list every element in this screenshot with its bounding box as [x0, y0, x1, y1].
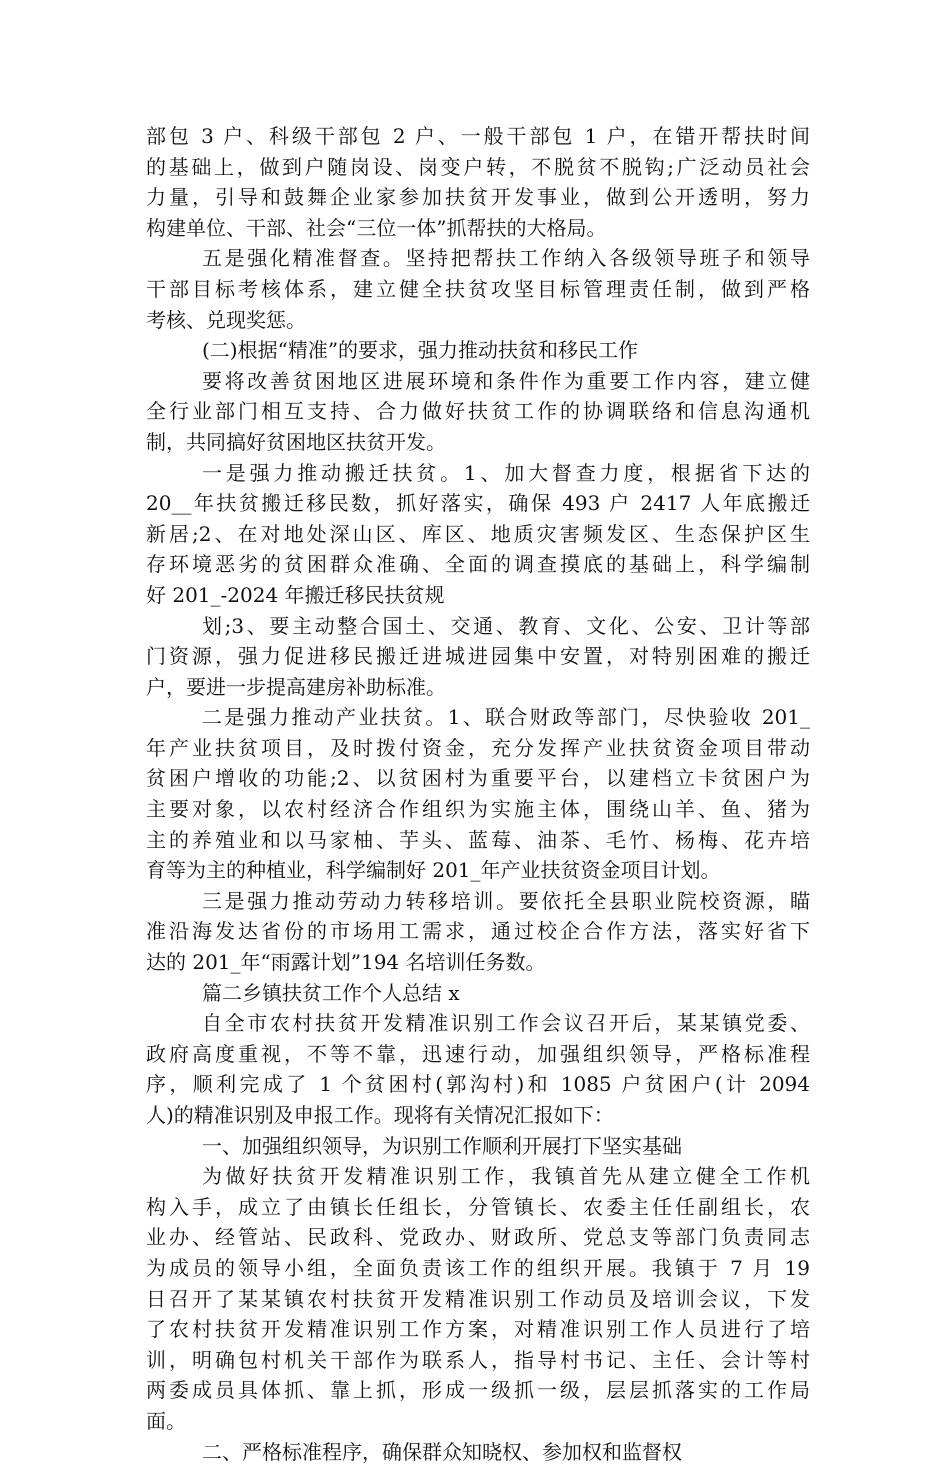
text-line: 要将改善贫困地区进展环境和条件作为重要工作内容，建立健 — [202, 368, 810, 393]
text-line: 年产业扶贫项目，及时拨付资金，充分发挥产业扶贫资金项目带动 — [146, 735, 810, 760]
text-line: 好 201_-2024 年搬迁移民扶贫规 — [146, 582, 445, 607]
text-line: 一、加强组织领导，为识别工作顺利开展打下坚实基础 — [202, 1133, 682, 1158]
text-line: 主要对象，以农村经济合作组织为实施主体，围绕山羊、鱼、猪为 — [146, 797, 810, 822]
text-line: 准沿海发达省份的市场用工需求，通过校企合作方法，落实好省下 — [146, 919, 810, 944]
text-line: 政府高度重视，不等不靠，迅速行动，加强组织领导，严格标准程 — [146, 1041, 810, 1066]
text-line: 构入手，成立了由镇长任组长，分管镇长、农委主任任副组长，农 — [146, 1194, 810, 1219]
text-line: 序，顺利完成了 1 个贫困村(郭沟村)和 1085 户贫困户(计 2094 — [146, 1072, 810, 1097]
text-line: 主的养殖业和以马家柚、芋头、蓝莓、油茶、毛竹、杨梅、花卉培 — [146, 827, 810, 852]
text-line: 户，要进一步提高建房补助标准。 — [146, 674, 446, 699]
text-line: 日召开了某某镇农村扶贫开发精准识别工作动员及培训会议，下发 — [146, 1286, 810, 1311]
text-line: 育等为主的种植业，科学编制好 201_年产业扶贫资金项目计划。 — [146, 858, 721, 883]
text-line: 门资源，强力促进移民搬迁进城进园集中安置，对特别困难的搬迁 — [146, 644, 810, 669]
text-line: 制，共同搞好贫困地区扶贫开发。 — [146, 429, 446, 454]
text-line: 一是强力推动搬迁扶贫。1、加大督查力度，根据省下达的 — [202, 460, 810, 485]
text-line: 两委成员具体抓、靠上抓，形成一级抓一级，层层抓落实的工作局 — [146, 1378, 810, 1403]
text-line: 贫困户增收的功能;2、以贫困村为重要平台，以建档立卡贫困户为 — [146, 766, 810, 791]
text-line: 面。 — [146, 1408, 186, 1433]
document-body — [146, 121, 810, 1467]
text-line: 了农村扶贫开发精准识别工作方案，对精准识别工作人员进行了培 — [146, 1317, 810, 1342]
text-line: 存环境恶劣的贫困群众准确、全面的调查摸底的基础上，科学编制 — [146, 552, 810, 577]
text-line: (二)根据“精准”的要求，强力推动扶贫和移民工作 — [202, 338, 639, 363]
text-line: 五是强化精准督查。坚持把帮扶工作纳入各级领导班子和领导 — [202, 246, 810, 271]
text-line: 为成员的领导小组，全面负责该工作的组织开展。我镇于 7 月 19 — [146, 1255, 810, 1280]
text-line: 三是强力推动劳动力转移培训。要依托全县职业院校资源，瞄 — [202, 888, 810, 913]
text-line: 考核、兑现奖惩。 — [146, 307, 306, 332]
text-line: 20__年扶贫搬迁移民数，抓好落实，确保 493 户 2417 人年底搬迁 — [146, 491, 810, 516]
text-line: 力量，引导和鼓舞企业家参加扶贫开发事业，做到公开透明，努力 — [146, 185, 810, 210]
text-line: 达的 201_年“雨露计划”194 名培训任务数。 — [146, 950, 546, 975]
text-line: 篇二乡镇扶贫工作个人总结 x — [202, 980, 460, 1005]
text-line: 部包 3 户、科级干部包 2 户、一般干部包 1 户，在错开帮扶时间 — [146, 124, 810, 148]
text-line: 二、严格标准程序，确保群众知晓权、参加权和监督权 — [202, 1439, 682, 1464]
text-line: 全行业部门相互支持、合力做好扶贫工作的协调联络和信息沟通机 — [146, 399, 810, 424]
text-line: 的基础上，做到户随岗设、岗变户转，不脱贫不脱钩;广泛动员社会 — [146, 154, 810, 179]
text-line: 二是强力推动产业扶贫。1、联合财政等部门，尽快验收 201_ — [202, 705, 810, 730]
text-line: 训，明确包村机关干部作为联系人，指导村书记、主任、会计等村 — [146, 1347, 810, 1372]
text-line: 构建单位、干部、社会“三位一体”抓帮扶的大格局。 — [146, 215, 607, 240]
text-line: 自全市农村扶贫开发精准识别工作会议召开后，某某镇党委、 — [202, 1011, 810, 1036]
text-line: 人)的精准识别及申报工作。现将有关情况汇报如下： — [146, 1103, 614, 1127]
text-line: 新居;2、在对地处深山区、库区、地质灾害频发区、生态保护区生 — [146, 521, 810, 546]
text-line: 干部目标考核体系，建立健全扶贫攻坚目标管理责任制，做到严格 — [146, 276, 810, 301]
text-line: 业办、经管站、民政科、党政办、财政所、党总支等部门负责同志 — [146, 1225, 810, 1250]
text-line: 为做好扶贫开发精准识别工作，我镇首先从建立健全工作机 — [202, 1164, 810, 1189]
text-line: 划;3、要主动整合国土、交通、教育、文化、公安、卫计等部 — [202, 613, 810, 638]
